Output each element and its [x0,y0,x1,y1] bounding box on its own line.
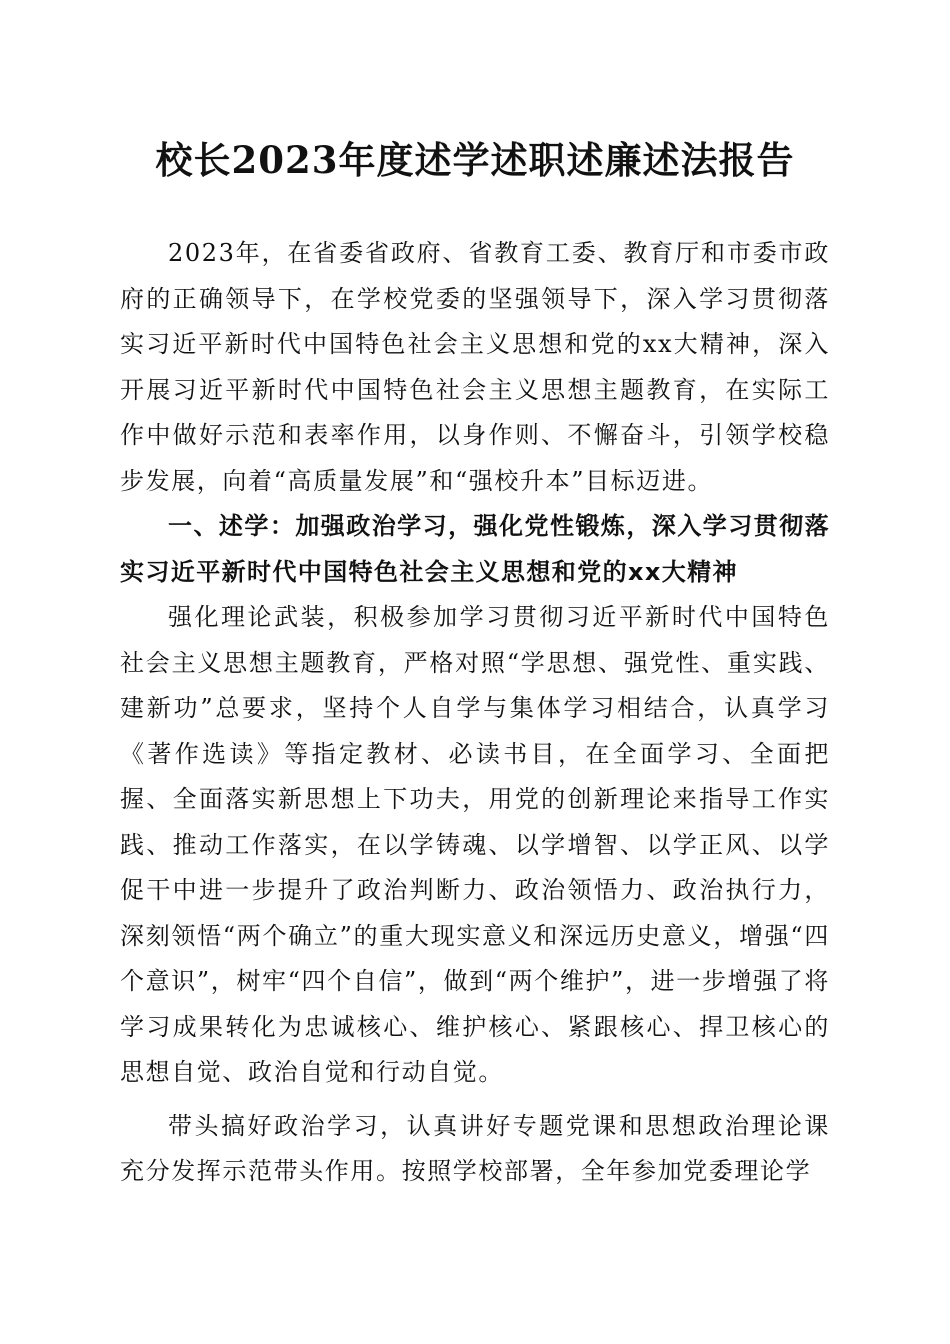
body-paragraph: 带头搞好政治学习，认真讲好专题党课和思想政治理论课充分发挥示范带头作用。按照学校部署，全年参加党委理论学 [120,1111,830,1185]
intro-paragraph: 2023年，在省委省政府、省教育工委、教育厅和市委市政府的正确领导下，在学校党委的坚强领导下，深入学习贯彻落实习近平新时代中国特色社会主义思想和党的xx大精神，深入开展习近平新时代中国特色社会主义思想主题教育，在实际工作中做好示范和表率作用，以身作则、不懈奋斗，引领学校稳步发展，向着“高质量发展”和“强校升本”目标迈进。 [120,239,830,495]
document-body [120,231,830,1195]
document-title: 校长2023年度述学述职述廉述法报告 [155,138,795,182]
section-heading: 一、述学：加强政治学习，强化党性锻炼，深入学习贯彻落实习近平新时代中国特色社会主义思想和党的xx大精神 [120,512,830,586]
body-paragraph: 强化理论武装，积极参加学习贯彻习近平新时代中国特色社会主义思想主题教育，严格对照“学思想、强党性、重实践、建新功”总要求，坚持个人自学与集体学习相结合，认真学习《著作选读》等指定教材、必读书目，在全面学习、全面把握、全面落实新思想上下功夫，用党的创新理论来指导工作实践、推动工作落实，在以学铸魂、以学增智、以学正风、以学促干中进一步提升了政治判断力、政治领悟力、政治执行力，深刻领悟“两个确立”的重大现实意义和深远历史意义，增强“四个意识”，树牢“四个自信”，做到“两个维护”，进一步增强了将学习成果转化为忠诚核心、维护核心、紧跟核心、捍卫核心的思想自觉、政治自觉和行动自觉。 [120,603,830,1086]
